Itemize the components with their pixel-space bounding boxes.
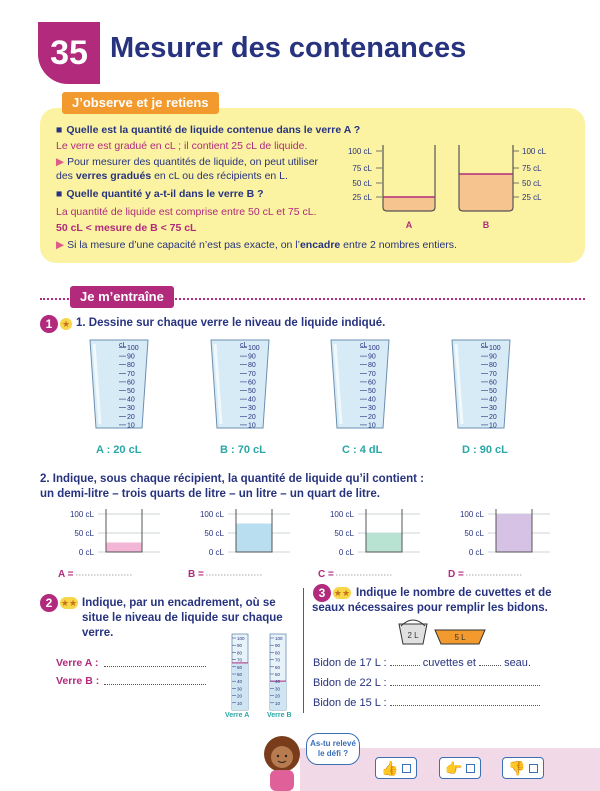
glass-graduation: 60 [489,379,497,387]
container-answer-label: B = [188,569,204,580]
bucket-basin-svg [395,618,495,648]
thumbs-down-icon: 👎 [508,759,526,776]
glass-graduation: 100 [248,345,260,352]
glass-c[interactable] [331,340,389,429]
info-pre: des [56,170,76,182]
cylinder-graduation: 60 [237,664,243,670]
glass-graduation: 100 [368,345,380,352]
info-line-1 [56,155,318,170]
cylinder-graduation: 20 [237,693,243,699]
lesson-number: 35 [38,22,100,84]
bidon-17-label: Bidon de 17 L : [313,657,387,669]
thumbs-down-button[interactable] [502,757,544,779]
verre-a-label: Verre A : [56,657,99,669]
cylinder-graduation: 10 [275,700,281,706]
scale-right [522,147,547,202]
exercise-3-text: Indique le nombre de cuvettes et de seaux nécessaires pour remplir les bidons. [312,587,552,614]
glasses-svg [0,336,600,436]
glass-b[interactable] [211,340,269,429]
square-bullet-icon: ■ [56,124,63,136]
container-liquid [236,524,272,553]
containers-svg [0,505,600,585]
container-scale-label: 100 cL [199,510,224,519]
question-2 [56,188,264,200]
cylinder-graduation: 50 [275,672,281,677]
glass-label-c: C : 4 dL [342,444,383,456]
glass-graduation: 20 [127,413,135,421]
question-2-text: Quelle quantité y a-t-il dans le verre B ? [66,188,264,200]
glass-graduation: 100 [489,345,501,352]
glass-graduation: 10 [248,422,256,430]
exercise-1-part2-line1: 2. Indique, sous chaque récipient, la quantité de liquide qu’il contient : [40,473,425,485]
bidon-17-cuvettes-blank[interactable] [390,665,420,666]
info-line-2 [56,169,288,184]
answer-1: Le verre est gradué en cL ; il contient 25 cL de liquide. [56,140,308,152]
glass-graduation: 50 [248,388,256,395]
checkbox-icon [529,764,538,773]
cylinder-graduation: 20 [275,693,281,699]
container-scale-label: 50 cL [204,529,224,538]
glass-unit: cL [240,342,248,349]
bidon-15-blank[interactable] [390,705,540,706]
scale-right-100: 100 cL [522,147,547,156]
container-a [58,509,160,580]
container-scale-label: 100 cL [69,510,94,519]
glass-graduation: 40 [368,396,376,404]
basin-capacity: 5 L [454,633,466,642]
info-3-pre: Si la mesure d’une capacité n’est pas exacte, on l’ [67,239,300,251]
cylinder-graduation: 40 [275,679,281,685]
glass-graduation: 60 [368,379,376,387]
cylinder-graduation: 70 [237,657,243,663]
face [271,746,293,768]
arrow-icon: ▶ [56,156,65,168]
bidon-17-mid: cuvettes et [422,657,476,669]
glass-graduation: 40 [248,396,256,404]
cylinder-graduation: 80 [237,650,243,656]
checkbox-icon [402,764,411,773]
glass-graduation: 30 [489,405,497,413]
verre-b-label: Verre B : [56,675,100,687]
glass-graduation: 20 [248,413,256,421]
bidon-15-label: Bidon de 15 L : [313,697,387,709]
glass-graduation: 90 [368,353,376,361]
glass-graduation: 30 [127,405,135,413]
scale-right-25: 25 cL [522,193,542,202]
bidon-17-end: seau. [504,657,531,669]
scale-left [348,147,373,202]
glass-b-liquid [459,174,513,211]
container-c [318,509,420,580]
bidon-17-seau-blank[interactable] [479,665,501,666]
container-scale-label: 100 cL [329,510,354,519]
glass-graduation: 50 [368,388,376,395]
containers-row [0,505,600,585]
cylinder-graduation: 10 [237,700,243,706]
container-scale-label: 50 cL [464,529,484,538]
cylinder-a [232,634,248,710]
glass-graduation: 90 [489,353,497,361]
glass-graduation: 70 [127,370,135,378]
verre-b-answer-line[interactable] [104,684,206,685]
question-1-text: Quelle est la quantité de liquide contenue dans le verre A ? [66,124,361,136]
thumbs-sideways-icon: 👉 [445,759,463,776]
observe-glasses [340,140,580,235]
cylinder-graduation: 30 [237,686,243,692]
info-3-bold: encadre [299,239,341,251]
scale-left-50: 50 cL [352,179,372,188]
glass-graduation: 40 [489,396,497,404]
glass-graduation: 70 [489,370,497,378]
thumbs-up-button[interactable] [375,757,417,779]
star-icon: ★ [61,318,71,329]
thumbs-sideways-button[interactable] [439,757,481,779]
question-1 [56,124,360,136]
glass-graduation: 80 [489,362,497,370]
container-answer-label: C = [318,569,334,580]
container-scale-label: 0 cL [78,548,94,557]
container-liquid [106,543,142,553]
glass-graduation: 40 [127,396,135,404]
glass-graduation: 30 [248,405,256,413]
two-stars-icon: ★★ [60,597,78,608]
container-liquid [366,533,402,552]
bidon-15-line [313,696,540,711]
cylinder-b [270,634,286,710]
glass-b-label: B [482,220,490,230]
cylinder-graduation: 90 [237,643,243,649]
container-answer-label: A = [58,569,74,580]
container-b [188,509,290,580]
container-liquid [496,514,532,552]
glass-a-label: A [405,220,413,230]
glass-graduation: 100 [127,345,139,352]
answer-2-inequality: 50 cL < mesure de B < 75 cL [56,222,197,234]
scale-left-75: 75 cL [352,164,372,173]
container-scale-label: 100 cL [459,510,484,519]
glass-graduation: 30 [368,405,376,413]
container-scale-label: 50 cL [334,529,354,538]
cylinder-graduation: 50 [237,672,243,677]
cylinder-graduation: 40 [237,679,243,685]
answer-2: La quantité de liquide est comprise entre 50 cL et 75 cL. [56,206,317,218]
glass-graduation: 50 [127,388,135,395]
scale-left-100: 100 cL [347,147,372,156]
glass-graduation: 10 [368,422,376,430]
glass-graduation: 10 [489,422,497,430]
glass-label-d: D : 90 cL [462,444,508,456]
container-scale-label: 0 cL [338,548,354,557]
arrow-icon: ▶ [56,239,65,251]
verre-a-answer-line[interactable] [104,666,206,667]
glass-graduation: 70 [368,370,376,378]
container-scale-label: 0 cL [208,548,224,557]
checkbox-icon [466,764,475,773]
challenge-bubble: As-tu relevé le défi ? [306,733,360,765]
exercise-2-text: Indique, par un encadrement, où se situe le niveau de liquide sur chaque verre. [82,597,283,639]
bucket-capacity: 2 L [407,631,419,640]
glass-graduation: 50 [489,388,497,395]
cylinder-graduation: 90 [275,643,281,649]
info-line-3 [56,238,457,253]
square-bullet-icon: ■ [56,188,63,200]
observe-tag: J’observe et je retiens [62,92,219,114]
info-line-1-text: Pour mesurer des quantités de liquide, on peut utiliser [67,156,319,168]
glass-unit: cL [481,342,489,349]
cylinder-graduation: 100 [237,636,245,641]
glass-label-b: B : 70 cL [220,444,266,456]
glass-a[interactable] [90,340,148,429]
cylinder-a-label: Verre A [225,712,250,719]
glass-d[interactable] [452,340,510,429]
bidon-17-line [313,656,531,671]
exercise-3-badge: 3 [313,584,331,602]
info-post: en cL ou des récipients en L. [151,170,288,182]
glass-graduation: 60 [248,379,256,387]
cylinder-graduation: 70 [275,657,281,663]
page-title: Mesurer des contenances [110,32,467,64]
glass-unit: cL [119,342,127,349]
container-scale-label: 50 cL [74,529,94,538]
glass-graduation: 90 [248,353,256,361]
bidon-22-line [313,676,540,691]
bidon-22-blank[interactable] [390,685,540,686]
exercise-1-badge: 1 [40,315,58,333]
two-stars-icon: ★★ [333,587,351,598]
scale-right-50: 50 cL [522,179,542,188]
exercise-1-text: 1. Dessine sur chaque verre le niveau de liquide indiqué. [76,317,386,329]
girl-illustration [258,732,306,791]
info-3-post: entre 2 nombres entiers. [340,239,457,251]
shirt [270,770,294,791]
scale-left-25: 25 cL [352,193,372,202]
glass-a-liquid [383,197,435,211]
glass-graduation: 10 [127,422,135,430]
bidon-22-label: Bidon de 22 L : [313,677,387,689]
exercise-2-badge: 2 [40,594,58,612]
glass-graduation: 60 [127,379,135,387]
cylinder-graduation: 60 [275,664,281,670]
glass-graduation: 80 [248,362,256,370]
container-d [448,509,550,580]
glass-graduation: 80 [127,362,135,370]
exercise-1-part2-line2: un demi-litre – trois quarts de litre – un litre – un quart de litre. [40,488,380,500]
glass-graduation: 70 [248,370,256,378]
exercise-divider [303,588,304,713]
thumbs-up-icon: 👍 [381,759,399,776]
cylinder-b-label: Verre B [267,712,292,719]
container-answer-label: D = [448,569,464,580]
glass-label-a: A : 20 cL [96,444,142,456]
scale-left-ticks [376,151,382,197]
glasses-row [0,336,600,436]
scale-right-ticks [513,151,519,197]
glass-graduation: 90 [127,353,135,361]
container-scale-label: 0 cL [468,548,484,557]
scale-right-75: 75 cL [522,164,542,173]
train-tag: Je m’entraîne [70,286,174,308]
cylinder-graduation: 100 [275,636,283,641]
info-bold: verres gradués [75,170,152,182]
cylinders-svg [222,630,302,725]
glass-graduation: 20 [368,413,376,421]
glass-graduation: 80 [368,362,376,370]
cylinder-graduation: 30 [275,686,281,692]
cylinder-graduation: 80 [275,650,281,656]
glass-unit: cL [360,342,368,349]
glass-graduation: 20 [489,413,497,421]
